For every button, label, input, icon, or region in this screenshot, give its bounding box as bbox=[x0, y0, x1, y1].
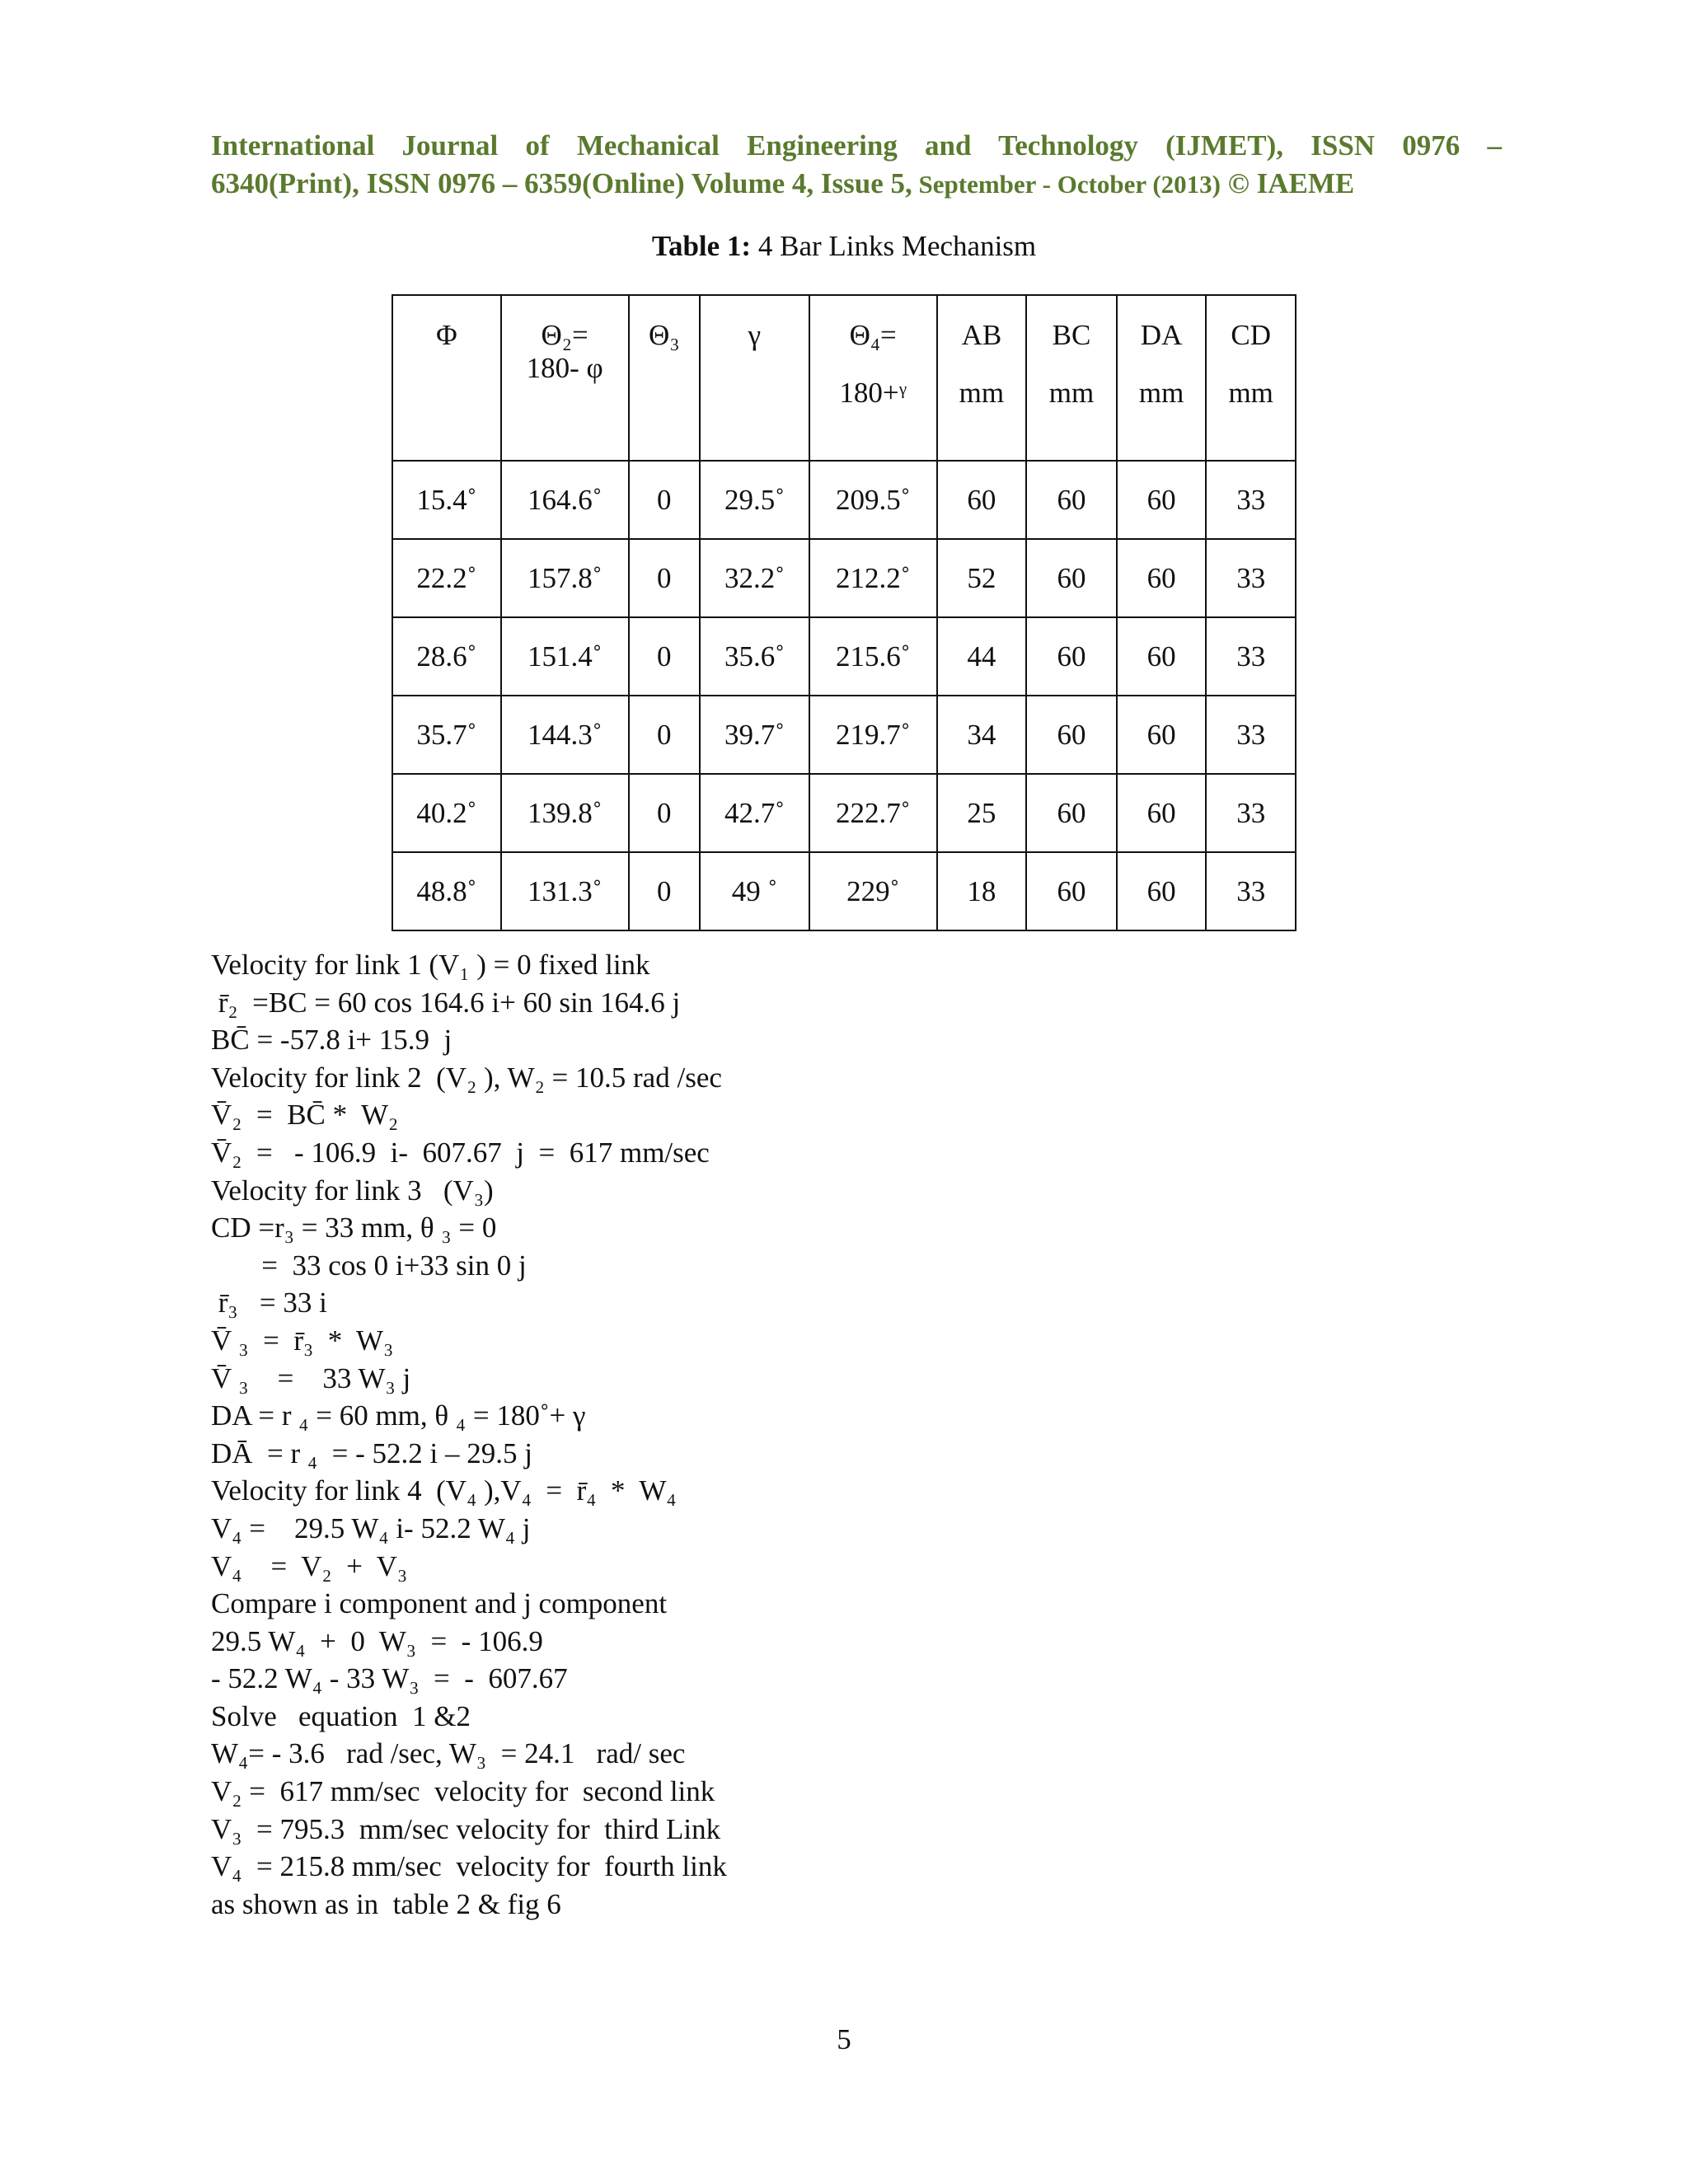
table-cell: 164.6˚ bbox=[501, 461, 629, 539]
journal-header-line-1: International Journal of Mechanical Engineering and Technology (IJMET), ISSN 0976 – bbox=[211, 129, 1502, 162]
table-caption bbox=[0, 230, 1688, 263]
table-cell: 52 bbox=[937, 539, 1027, 617]
table-header-sublabel: mm bbox=[959, 377, 1005, 409]
table-cell: 222.7˚ bbox=[809, 774, 937, 852]
equation-line: Velocity for link 3 (V₃) bbox=[211, 1174, 494, 1207]
equation-line: Velocity for link 2 (V₂ ), W₂ = 10.5 rad /sec bbox=[211, 1061, 722, 1094]
table-cell: 60 bbox=[1026, 617, 1117, 696]
table-header-label: CD bbox=[1231, 319, 1271, 351]
table-cell: 60 bbox=[1117, 461, 1207, 539]
equation-line: CD =r₃ = 33 mm, θ ₃ = 0 bbox=[211, 1212, 497, 1244]
table-cell: 215.6˚ bbox=[809, 617, 937, 696]
equation-line: V₄ = 215.8 mm/sec velocity for fourth link bbox=[211, 1850, 727, 1883]
equation-line: Solve equation 1 &2 bbox=[211, 1699, 471, 1732]
table-cell: 48.8˚ bbox=[392, 852, 501, 930]
table-cell: 60 bbox=[1117, 852, 1207, 930]
table-header-sublabel: 180+ᵞ bbox=[839, 377, 907, 409]
journal-header-line-2-end: © IAEME bbox=[1221, 167, 1355, 199]
table-header-cell bbox=[700, 295, 809, 461]
table-cell: 60 bbox=[1026, 696, 1117, 774]
table-cell: 33 bbox=[1206, 852, 1296, 930]
journal-header bbox=[211, 127, 1502, 204]
equation-line: V̄₂ = BC̄ * W₂ bbox=[211, 1099, 399, 1132]
table-header-cell bbox=[1026, 295, 1117, 461]
table-cell: 60 bbox=[937, 461, 1027, 539]
table-header-sublabel: mm bbox=[1048, 377, 1095, 409]
equation-line: V̄ ₃ = 33 W₃ j bbox=[211, 1361, 411, 1394]
table-cell: 0 bbox=[629, 696, 700, 774]
table-row bbox=[392, 696, 1296, 774]
journal-header-line-2-date: September - October (2013) bbox=[912, 170, 1221, 199]
table-cell: 33 bbox=[1206, 774, 1296, 852]
table-cell: 209.5˚ bbox=[809, 461, 937, 539]
equation-line: V₄ = 29.5 W₄ i- 52.2 W₄ j bbox=[211, 1511, 531, 1544]
table-cell: 60 bbox=[1026, 852, 1117, 930]
equation-line: - 52.2 W₄ - 33 W₃ = - 607.67 bbox=[211, 1662, 568, 1695]
equation-line: 29.5 W₄ + 0 W₃ = - 106.9 bbox=[211, 1624, 543, 1657]
table-cell: 60 bbox=[1026, 774, 1117, 852]
table-header-cell bbox=[1117, 295, 1207, 461]
table-cell: 49 ˚ bbox=[700, 852, 809, 930]
table-header-label: Φ bbox=[436, 319, 457, 351]
table-cell: 22.2˚ bbox=[392, 539, 501, 617]
equation-line: Compare i component and j component bbox=[211, 1587, 668, 1620]
table-cell: 32.2˚ bbox=[700, 539, 809, 617]
table-cell: 0 bbox=[629, 461, 700, 539]
table-header-cell bbox=[937, 295, 1027, 461]
table-cell: 151.4˚ bbox=[501, 617, 629, 696]
table-header-sublabel: 180- φ bbox=[526, 352, 603, 384]
equation-line: r̄₂ =BC = 60 cos 164.6 i+ 60 sin 164.6 j bbox=[211, 986, 681, 1019]
table-cell: 157.8˚ bbox=[501, 539, 629, 617]
table-row bbox=[392, 617, 1296, 696]
table-cell: 0 bbox=[629, 617, 700, 696]
table-row bbox=[392, 852, 1296, 930]
table-cell: 44 bbox=[937, 617, 1027, 696]
equation-line: Velocity for link 4 (V₄ ),V₄ = r̄₄ * W₄ bbox=[211, 1474, 677, 1507]
table-cell: 60 bbox=[1117, 774, 1207, 852]
table-cell: 35.6˚ bbox=[700, 617, 809, 696]
equation-line: = 33 cos 0 i+33 sin 0 j bbox=[211, 1249, 527, 1282]
table-row bbox=[392, 539, 1296, 617]
table-header-sublabel: mm bbox=[1138, 377, 1184, 409]
table-header-label: Θ₂= bbox=[541, 319, 588, 351]
table-cell: 60 bbox=[1117, 617, 1207, 696]
table-header-label: Θ₃ bbox=[649, 319, 680, 351]
table-cell: 60 bbox=[1117, 696, 1207, 774]
table-cell: 35.7˚ bbox=[392, 696, 501, 774]
equation-line: W₄= - 3.6 rad /sec, W₃ = 24.1 rad/ sec bbox=[211, 1737, 686, 1770]
velocity-derivation bbox=[211, 946, 1282, 1923]
table-cell: 229˚ bbox=[809, 852, 937, 930]
mechanism-table bbox=[392, 294, 1296, 931]
journal-header-line-2 bbox=[211, 165, 1502, 204]
equation-line: V̄₂ = - 106.9 i- 607.67 j = 617 mm/sec bbox=[211, 1136, 710, 1169]
table-cell: 60 bbox=[1117, 539, 1207, 617]
table-header-cell bbox=[809, 295, 937, 461]
table-row bbox=[392, 774, 1296, 852]
equation-line: r̄₃ = 33 i bbox=[211, 1286, 327, 1319]
table-header-row bbox=[392, 295, 1296, 461]
equation-line: DA = r ₄ = 60 mm, θ ₄ = 180˚+ γ bbox=[211, 1399, 586, 1432]
table-header-cell bbox=[501, 295, 629, 461]
table-cell: 33 bbox=[1206, 539, 1296, 617]
table-cell: 18 bbox=[937, 852, 1027, 930]
table-cell: 42.7˚ bbox=[700, 774, 809, 852]
page-number: 5 bbox=[837, 2023, 851, 2055]
equation-line: as shown as in table 2 & fig 6 bbox=[211, 1887, 561, 1920]
journal-header-line-2-main: 6340(Print), ISSN 0976 – 6359(Online) Volume 4, Issue 5, bbox=[211, 167, 912, 199]
table-header-label: AB bbox=[961, 319, 1002, 351]
equation-line: Velocity for link 1 (V₁ ) = 0 fixed link bbox=[211, 949, 650, 981]
equation-line: V₃ = 795.3 mm/sec velocity for third Link bbox=[211, 1812, 721, 1845]
table-cell: 144.3˚ bbox=[501, 696, 629, 774]
table-cell: 0 bbox=[629, 852, 700, 930]
table-header-cell bbox=[629, 295, 700, 461]
equation-line: V₂ = 617 mm/sec velocity for second link bbox=[211, 1775, 715, 1808]
table-header-label: DA bbox=[1140, 319, 1183, 351]
table-cell: 212.2˚ bbox=[809, 539, 937, 617]
equation-line: V₄ = V₂ + V₃ bbox=[211, 1549, 408, 1582]
table-row bbox=[392, 461, 1296, 539]
equation-line: V̄ ₃ = r̄₃ * W₃ bbox=[211, 1324, 394, 1357]
table-cell: 60 bbox=[1026, 461, 1117, 539]
table-cell: 219.7˚ bbox=[809, 696, 937, 774]
table-cell: 33 bbox=[1206, 696, 1296, 774]
table-header-cell bbox=[392, 295, 501, 461]
table-cell: 33 bbox=[1206, 617, 1296, 696]
table-cell: 29.5˚ bbox=[700, 461, 809, 539]
table-caption-text: 4 Bar Links Mechanism bbox=[751, 230, 1037, 262]
table-header-label: Θ₄= bbox=[849, 319, 897, 351]
table-cell: 0 bbox=[629, 539, 700, 617]
table-header-sublabel: mm bbox=[1228, 377, 1273, 409]
table-cell: 39.7˚ bbox=[700, 696, 809, 774]
table-cell: 25 bbox=[937, 774, 1027, 852]
table-cell: 0 bbox=[629, 774, 700, 852]
table-cell: 131.3˚ bbox=[501, 852, 629, 930]
table-header-cell bbox=[1206, 295, 1296, 461]
table-header-label: γ bbox=[748, 319, 762, 351]
table-cell: 15.4˚ bbox=[392, 461, 501, 539]
table-cell: 139.8˚ bbox=[501, 774, 629, 852]
table-cell: 33 bbox=[1206, 461, 1296, 539]
table-header-label: BC bbox=[1052, 319, 1091, 351]
table-cell: 28.6˚ bbox=[392, 617, 501, 696]
table-cell: 40.2˚ bbox=[392, 774, 501, 852]
table-caption-label: Table 1: bbox=[651, 230, 752, 262]
equation-line: BC̄ = -57.8 i+ 15.9 j bbox=[211, 1024, 452, 1057]
equation-line: DĀ = r ₄ = - 52.2 i – 29.5 j bbox=[211, 1436, 532, 1469]
table-cell: 60 bbox=[1026, 539, 1117, 617]
table-cell: 34 bbox=[937, 696, 1027, 774]
